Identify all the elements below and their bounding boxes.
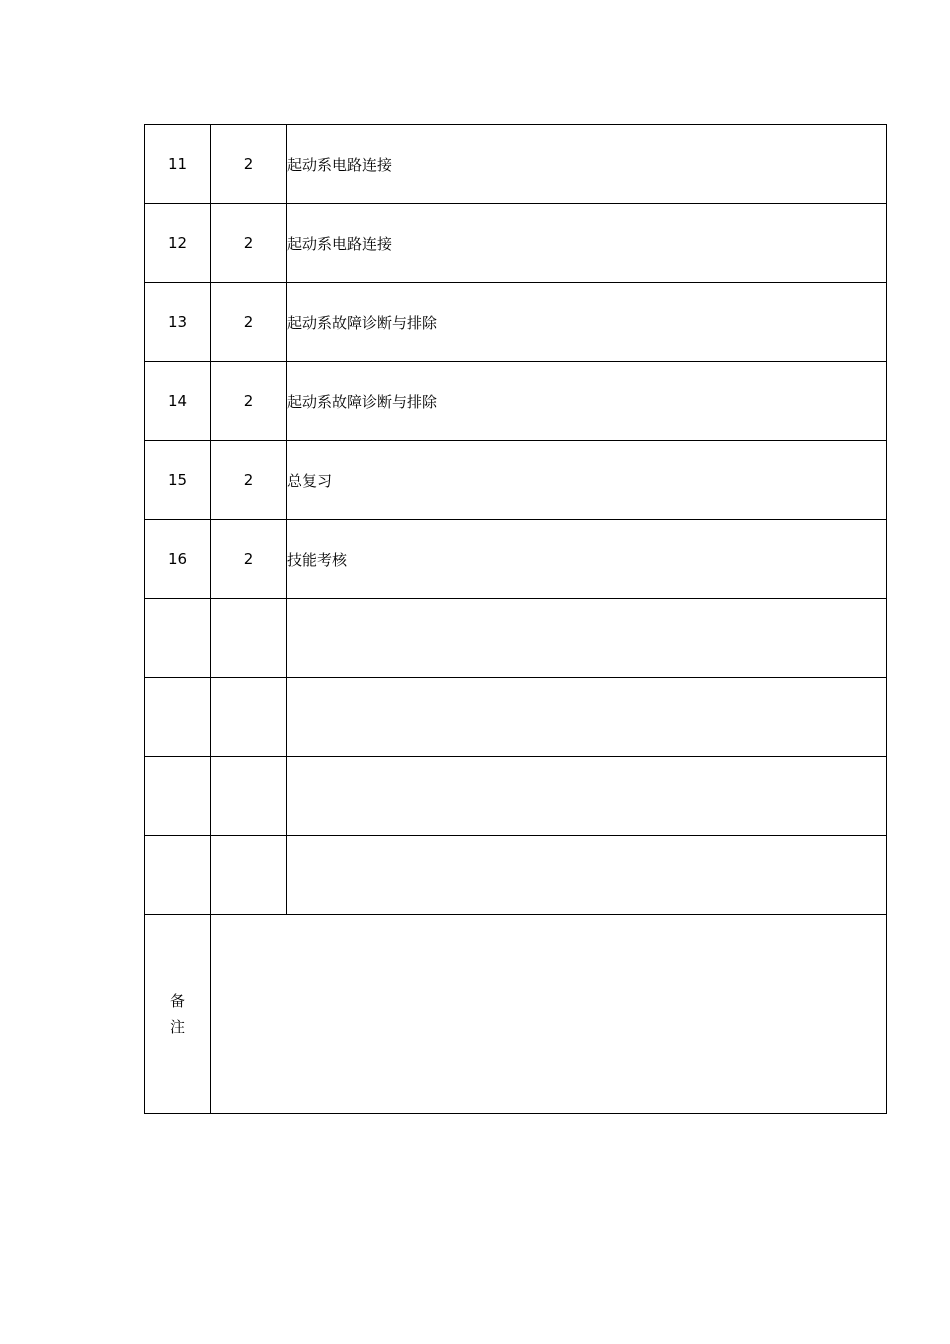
remarks-label <box>145 915 211 1114</box>
week-cell: 11 <box>145 125 211 204</box>
content-cell: 起动系电路连接 <box>287 204 887 283</box>
table-row <box>145 757 887 836</box>
teaching-schedule-table <box>144 124 887 1114</box>
hours-cell <box>211 599 287 678</box>
hours-cell: 2 <box>211 204 287 283</box>
hours-cell <box>211 757 287 836</box>
hours-cell: 2 <box>211 362 287 441</box>
week-cell: 12 <box>145 204 211 283</box>
content-cell: 技能考核 <box>287 520 887 599</box>
table-row <box>145 204 887 283</box>
hours-cell <box>211 836 287 915</box>
table-row <box>145 125 887 204</box>
remarks-row <box>145 915 887 1114</box>
content-cell: 起动系故障诊断与排除 <box>287 362 887 441</box>
table-row <box>145 283 887 362</box>
remarks-label-char: 备 <box>169 992 185 1010</box>
week-cell: 14 <box>145 362 211 441</box>
hours-cell: 2 <box>211 441 287 520</box>
content-cell <box>287 678 887 757</box>
remarks-label-char: 注 <box>169 1018 185 1036</box>
week-cell <box>145 599 211 678</box>
table-row <box>145 520 887 599</box>
table-row <box>145 362 887 441</box>
table-row <box>145 599 887 678</box>
content-cell <box>287 757 887 836</box>
content-cell: 起动系故障诊断与排除 <box>287 283 887 362</box>
table-row <box>145 836 887 915</box>
table-row <box>145 441 887 520</box>
week-cell: 13 <box>145 283 211 362</box>
hours-cell: 2 <box>211 125 287 204</box>
remarks-content <box>211 915 887 1114</box>
table-row <box>145 678 887 757</box>
content-cell: 总复习 <box>287 441 887 520</box>
hours-cell: 2 <box>211 520 287 599</box>
hours-cell <box>211 678 287 757</box>
content-cell <box>287 836 887 915</box>
content-cell: 起动系电路连接 <box>287 125 887 204</box>
content-cell <box>287 599 887 678</box>
week-cell <box>145 757 211 836</box>
week-cell: 15 <box>145 441 211 520</box>
week-cell <box>145 678 211 757</box>
hours-cell: 2 <box>211 283 287 362</box>
week-cell <box>145 836 211 915</box>
week-cell: 16 <box>145 520 211 599</box>
